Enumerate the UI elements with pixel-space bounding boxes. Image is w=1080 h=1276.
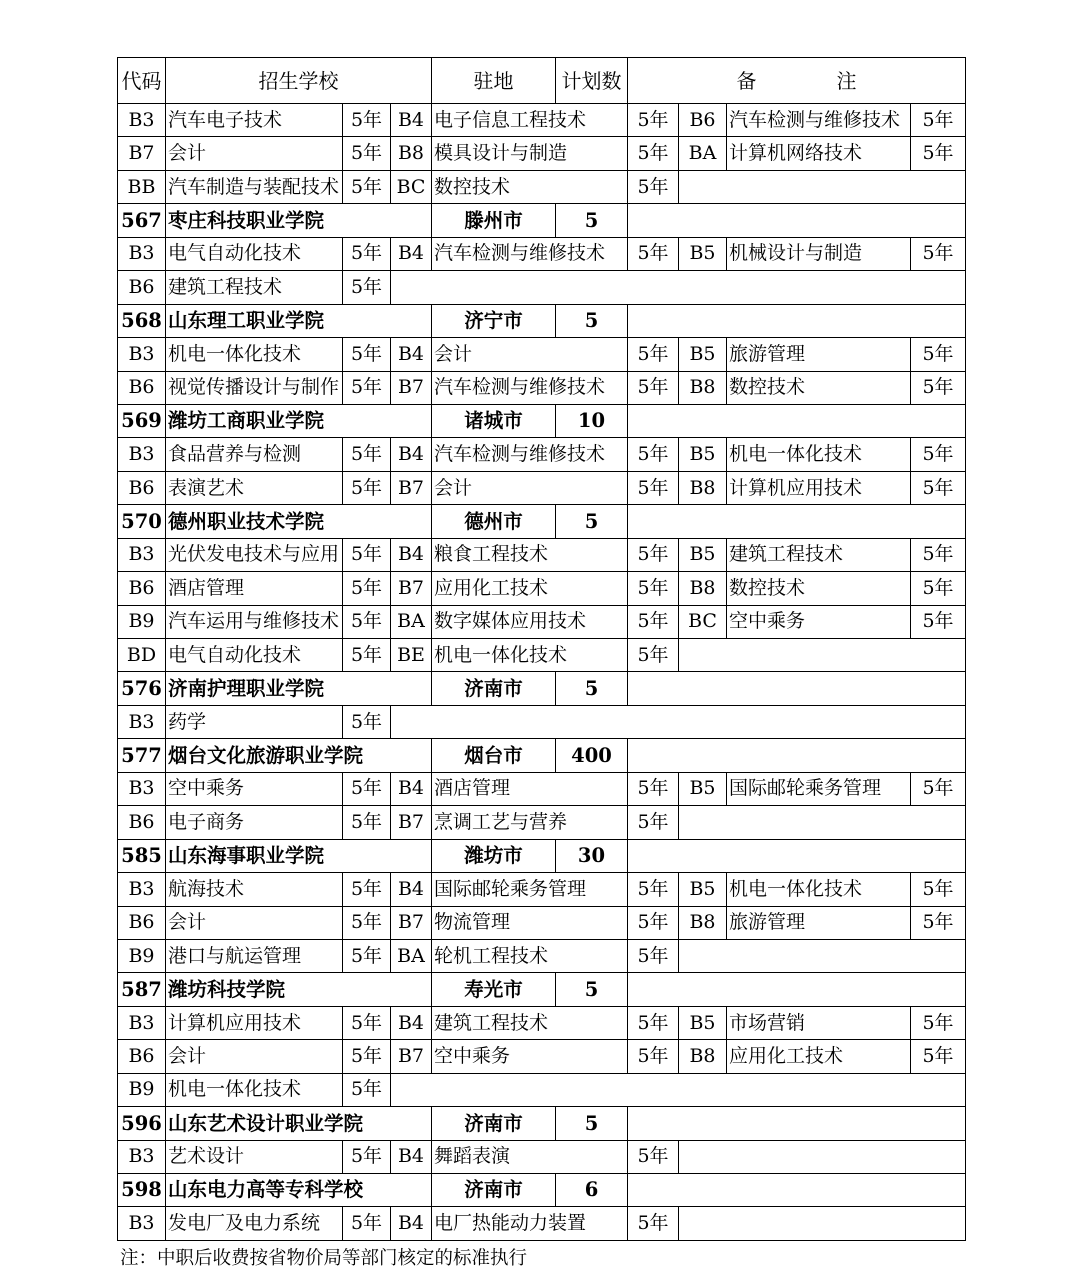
major-name: 发电厂及电力系统 (166, 1207, 343, 1240)
school-row (118, 1174, 966, 1207)
major-years: 5年 (343, 170, 391, 203)
major-row (118, 1006, 966, 1039)
major-code: B6 (118, 572, 166, 605)
major-years: 5年 (628, 639, 679, 672)
major-name: 艺术设计 (166, 1140, 343, 1173)
empty-cell (391, 271, 966, 304)
major-name: 计算机应用技术 (166, 1006, 343, 1039)
major-years: 5年 (343, 906, 391, 939)
school-remark (628, 1107, 966, 1140)
major-code: B4 (391, 1006, 432, 1039)
major-code: B3 (118, 772, 166, 805)
major-name: 数字媒体应用技术 (432, 605, 628, 638)
major-years: 5年 (628, 1207, 679, 1240)
empty-cell (679, 1207, 966, 1240)
school-code: 570 (118, 505, 166, 538)
major-code: B7 (391, 806, 432, 839)
major-row (118, 1207, 966, 1240)
major-name: 机电一体化技术 (727, 873, 911, 906)
major-years: 5年 (628, 371, 679, 404)
major-code: B4 (391, 104, 432, 137)
school-remark (628, 404, 966, 437)
school-plan: 400 (556, 739, 628, 772)
major-name: 粮食工程技术 (432, 538, 628, 571)
major-code: BE (391, 639, 432, 672)
major-code: B6 (118, 1040, 166, 1073)
major-name: 电气自动化技术 (166, 237, 343, 270)
major-code: B3 (118, 438, 166, 471)
major-years: 5年 (343, 438, 391, 471)
school-name: 潍坊科技学院 (166, 973, 432, 1006)
major-name: 烹调工艺与营养 (432, 806, 628, 839)
major-name: 物流管理 (432, 906, 628, 939)
major-code: B7 (391, 371, 432, 404)
major-code: B4 (391, 1140, 432, 1173)
major-row (118, 705, 966, 738)
empty-cell (391, 705, 966, 738)
major-years: 5年 (628, 170, 679, 203)
school-name: 济南护理职业学院 (166, 672, 432, 705)
major-years: 5年 (911, 538, 966, 571)
major-years: 5年 (911, 906, 966, 939)
major-code: B5 (679, 538, 727, 571)
major-name: 建筑工程技术 (166, 271, 343, 304)
school-row (118, 505, 966, 538)
major-name: 会计 (166, 906, 343, 939)
major-years: 5年 (911, 438, 966, 471)
major-row (118, 271, 966, 304)
major-code: B7 (391, 572, 432, 605)
major-name: 应用化工技术 (432, 572, 628, 605)
major-years: 5年 (343, 772, 391, 805)
school-remark (628, 973, 966, 1006)
major-code: B6 (679, 104, 727, 137)
major-name: 计算机网络技术 (727, 137, 911, 170)
school-location: 济宁市 (432, 304, 556, 337)
major-years: 5年 (343, 1040, 391, 1073)
major-code: B5 (679, 873, 727, 906)
school-location: 德州市 (432, 505, 556, 538)
major-years: 5年 (343, 605, 391, 638)
header-remark: 备 注 (628, 58, 966, 104)
school-code: 569 (118, 404, 166, 437)
school-code: 598 (118, 1174, 166, 1207)
major-years: 5年 (911, 471, 966, 504)
major-years: 5年 (343, 873, 391, 906)
major-code: B3 (118, 1006, 166, 1039)
school-location: 寿光市 (432, 973, 556, 1006)
school-row (118, 839, 966, 872)
major-code: B9 (118, 1073, 166, 1106)
major-code: B6 (118, 906, 166, 939)
major-years: 5年 (911, 1040, 966, 1073)
major-name: 会计 (166, 137, 343, 170)
major-row (118, 939, 966, 972)
major-years: 5年 (343, 572, 391, 605)
major-years: 5年 (628, 1140, 679, 1173)
school-plan: 5 (556, 973, 628, 1006)
major-row (118, 772, 966, 805)
major-years: 5年 (343, 338, 391, 371)
school-name: 山东海事职业学院 (166, 839, 432, 872)
school-row (118, 404, 966, 437)
major-name: 酒店管理 (166, 572, 343, 605)
major-name: 机电一体化技术 (166, 1073, 343, 1106)
major-years: 5年 (628, 137, 679, 170)
school-name: 烟台文化旅游职业学院 (166, 739, 432, 772)
major-name: 数控技术 (727, 371, 911, 404)
major-name: 市场营销 (727, 1006, 911, 1039)
major-name: 电子信息工程技术 (432, 104, 628, 137)
major-row (118, 605, 966, 638)
school-plan: 5 (556, 672, 628, 705)
school-location: 济南市 (432, 672, 556, 705)
school-code: 596 (118, 1107, 166, 1140)
major-name: 旅游管理 (727, 906, 911, 939)
major-name: 电气自动化技术 (166, 639, 343, 672)
major-name: 模具设计与制造 (432, 137, 628, 170)
major-name: 空中乘务 (166, 772, 343, 805)
major-name: 酒店管理 (432, 772, 628, 805)
school-plan: 5 (556, 304, 628, 337)
major-years: 5年 (343, 104, 391, 137)
school-location: 济南市 (432, 1107, 556, 1140)
major-years: 5年 (628, 237, 679, 270)
school-location: 诸城市 (432, 404, 556, 437)
major-row (118, 104, 966, 137)
major-row (118, 906, 966, 939)
major-code: BA (679, 137, 727, 170)
school-plan: 5 (556, 505, 628, 538)
school-row (118, 739, 966, 772)
major-row (118, 806, 966, 839)
major-years: 5年 (628, 1006, 679, 1039)
school-row (118, 973, 966, 1006)
major-code: B6 (118, 271, 166, 304)
major-years: 5年 (628, 471, 679, 504)
major-name: 国际邮轮乘务管理 (432, 873, 628, 906)
school-row (118, 1107, 966, 1140)
school-plan: 10 (556, 404, 628, 437)
major-name: 数控技术 (727, 572, 911, 605)
major-code: BC (679, 605, 727, 638)
major-years: 5年 (911, 371, 966, 404)
major-years: 5年 (343, 1140, 391, 1173)
major-years: 5年 (911, 237, 966, 270)
school-remark (628, 505, 966, 538)
major-code: B3 (118, 538, 166, 571)
header-code: 代码 (118, 58, 166, 104)
major-name: 会计 (432, 471, 628, 504)
empty-cell (679, 639, 966, 672)
school-plan: 5 (556, 204, 628, 237)
major-name: 建筑工程技术 (727, 538, 911, 571)
major-code: B4 (391, 1207, 432, 1240)
major-code: B6 (118, 371, 166, 404)
major-years: 5年 (911, 137, 966, 170)
major-row (118, 1073, 966, 1106)
major-row (118, 1140, 966, 1173)
major-years: 5年 (628, 806, 679, 839)
major-name: 空中乘务 (432, 1040, 628, 1073)
major-code: B3 (118, 1140, 166, 1173)
major-code: B6 (118, 806, 166, 839)
major-row (118, 338, 966, 371)
major-name: 航海技术 (166, 873, 343, 906)
major-years: 5年 (343, 705, 391, 738)
major-code: B8 (679, 906, 727, 939)
school-remark (628, 839, 966, 872)
major-name: 表演艺术 (166, 471, 343, 504)
major-name: 港口与航运管理 (166, 939, 343, 972)
major-name: 视觉传播设计与制作 (166, 371, 343, 404)
school-name: 山东电力高等专科学校 (166, 1174, 432, 1207)
school-code: 587 (118, 973, 166, 1006)
enrollment-table (117, 57, 966, 1241)
school-location: 潍坊市 (432, 839, 556, 872)
major-name: 汽车检测与维修技术 (432, 438, 628, 471)
major-code: B3 (118, 237, 166, 270)
major-name: 数控技术 (432, 170, 628, 203)
school-name: 德州职业技术学院 (166, 505, 432, 538)
header-plan: 计划数 (556, 58, 628, 104)
major-name: 药学 (166, 705, 343, 738)
major-row (118, 438, 966, 471)
major-name: 汽车运用与维修技术 (166, 605, 343, 638)
major-years: 5年 (628, 1040, 679, 1073)
major-code: B5 (679, 338, 727, 371)
major-years: 5年 (911, 338, 966, 371)
major-name: 旅游管理 (727, 338, 911, 371)
school-location: 烟台市 (432, 739, 556, 772)
major-years: 5年 (343, 806, 391, 839)
school-location: 济南市 (432, 1174, 556, 1207)
school-remark (628, 204, 966, 237)
major-years: 5年 (628, 873, 679, 906)
major-name: 轮机工程技术 (432, 939, 628, 972)
major-name: 应用化工技术 (727, 1040, 911, 1073)
school-name: 枣庄科技职业学院 (166, 204, 432, 237)
major-name: 机电一体化技术 (727, 438, 911, 471)
major-years: 5年 (628, 772, 679, 805)
major-name: 电厂热能动力装置 (432, 1207, 628, 1240)
school-code: 567 (118, 204, 166, 237)
major-name: 机械设计与制造 (727, 237, 911, 270)
major-years: 5年 (628, 338, 679, 371)
major-years: 5年 (628, 572, 679, 605)
school-remark (628, 304, 966, 337)
major-years: 5年 (628, 906, 679, 939)
major-row (118, 572, 966, 605)
major-code: B8 (679, 471, 727, 504)
major-name: 光伏发电技术与应用 (166, 538, 343, 571)
empty-cell (679, 806, 966, 839)
major-years: 5年 (911, 605, 966, 638)
major-name: 汽车检测与维修技术 (727, 104, 911, 137)
major-code: B8 (679, 371, 727, 404)
major-code: B4 (391, 237, 432, 270)
major-code: B6 (118, 471, 166, 504)
major-years: 5年 (343, 471, 391, 504)
major-name: 会计 (166, 1040, 343, 1073)
empty-cell (679, 939, 966, 972)
major-row (118, 538, 966, 571)
major-years: 5年 (628, 538, 679, 571)
school-plan: 6 (556, 1174, 628, 1207)
major-row (118, 639, 966, 672)
major-years: 5年 (343, 639, 391, 672)
school-code: 577 (118, 739, 166, 772)
major-code: B3 (118, 705, 166, 738)
school-plan: 30 (556, 839, 628, 872)
school-code: 568 (118, 304, 166, 337)
major-code: B7 (391, 471, 432, 504)
major-code: BA (391, 939, 432, 972)
major-years: 5年 (343, 1207, 391, 1240)
major-name: 空中乘务 (727, 605, 911, 638)
major-years: 5年 (911, 104, 966, 137)
table-header-row (118, 58, 966, 104)
school-code: 576 (118, 672, 166, 705)
school-remark (628, 1174, 966, 1207)
school-remark (628, 672, 966, 705)
major-code: B8 (391, 137, 432, 170)
major-code: B7 (391, 1040, 432, 1073)
major-code: B9 (118, 605, 166, 638)
major-code: B5 (679, 772, 727, 805)
empty-cell (679, 1140, 966, 1173)
major-code: B3 (118, 104, 166, 137)
major-code: B4 (391, 538, 432, 571)
major-years: 5年 (911, 873, 966, 906)
school-row (118, 672, 966, 705)
major-code: B4 (391, 772, 432, 805)
empty-cell (391, 1073, 966, 1106)
major-code: B7 (118, 137, 166, 170)
major-row (118, 237, 966, 270)
major-years: 5年 (628, 104, 679, 137)
major-name: 汽车制造与装配技术 (166, 170, 343, 203)
header-school: 招生学校 (166, 58, 432, 104)
major-name: 舞蹈表演 (432, 1140, 628, 1173)
major-years: 5年 (343, 371, 391, 404)
major-name: 电子商务 (166, 806, 343, 839)
major-row (118, 471, 966, 504)
major-years: 5年 (343, 1073, 391, 1106)
major-code: B3 (118, 338, 166, 371)
school-code: 585 (118, 839, 166, 872)
major-years: 5年 (343, 939, 391, 972)
major-code: B3 (118, 1207, 166, 1240)
major-code: B4 (391, 438, 432, 471)
major-code: B4 (391, 873, 432, 906)
major-name: 国际邮轮乘务管理 (727, 772, 911, 805)
major-row (118, 1040, 966, 1073)
major-row (118, 371, 966, 404)
major-years: 5年 (628, 939, 679, 972)
major-years: 5年 (343, 271, 391, 304)
major-row (118, 137, 966, 170)
major-code: BD (118, 639, 166, 672)
major-years: 5年 (343, 538, 391, 571)
major-name: 机电一体化技术 (166, 338, 343, 371)
major-row (118, 873, 966, 906)
major-name: 汽车检测与维修技术 (432, 371, 628, 404)
major-name: 计算机应用技术 (727, 471, 911, 504)
major-years: 5年 (343, 137, 391, 170)
major-name: 会计 (432, 338, 628, 371)
major-years: 5年 (343, 1006, 391, 1039)
major-code: B7 (391, 906, 432, 939)
major-name: 建筑工程技术 (432, 1006, 628, 1039)
school-row (118, 204, 966, 237)
header-location: 驻地 (432, 58, 556, 104)
major-years: 5年 (911, 1006, 966, 1039)
major-name: 汽车检测与维修技术 (432, 237, 628, 270)
school-row (118, 304, 966, 337)
major-years: 5年 (911, 572, 966, 605)
major-code: B5 (679, 1006, 727, 1039)
school-location: 滕州市 (432, 204, 556, 237)
major-code: B8 (679, 1040, 727, 1073)
school-name: 山东艺术设计职业学院 (166, 1107, 432, 1140)
major-code: BA (391, 605, 432, 638)
major-years: 5年 (628, 438, 679, 471)
empty-cell (679, 170, 966, 203)
school-name: 潍坊工商职业学院 (166, 404, 432, 437)
major-code: B5 (679, 438, 727, 471)
major-code: B5 (679, 237, 727, 270)
major-years: 5年 (343, 237, 391, 270)
major-years: 5年 (628, 605, 679, 638)
major-code: BB (118, 170, 166, 203)
major-code: B9 (118, 939, 166, 972)
major-code: B8 (679, 572, 727, 605)
major-code: B4 (391, 338, 432, 371)
school-name: 山东理工职业学院 (166, 304, 432, 337)
major-years: 5年 (911, 772, 966, 805)
major-name: 汽车电子技术 (166, 104, 343, 137)
footnote: 注：中职后收费按省物价局等部门核定的标准执行 (120, 1248, 528, 1269)
major-name: 食品营养与检测 (166, 438, 343, 471)
school-remark (628, 739, 966, 772)
major-row (118, 170, 966, 203)
major-name: 机电一体化技术 (432, 639, 628, 672)
major-code: B3 (118, 873, 166, 906)
school-plan: 5 (556, 1107, 628, 1140)
major-code: BC (391, 170, 432, 203)
